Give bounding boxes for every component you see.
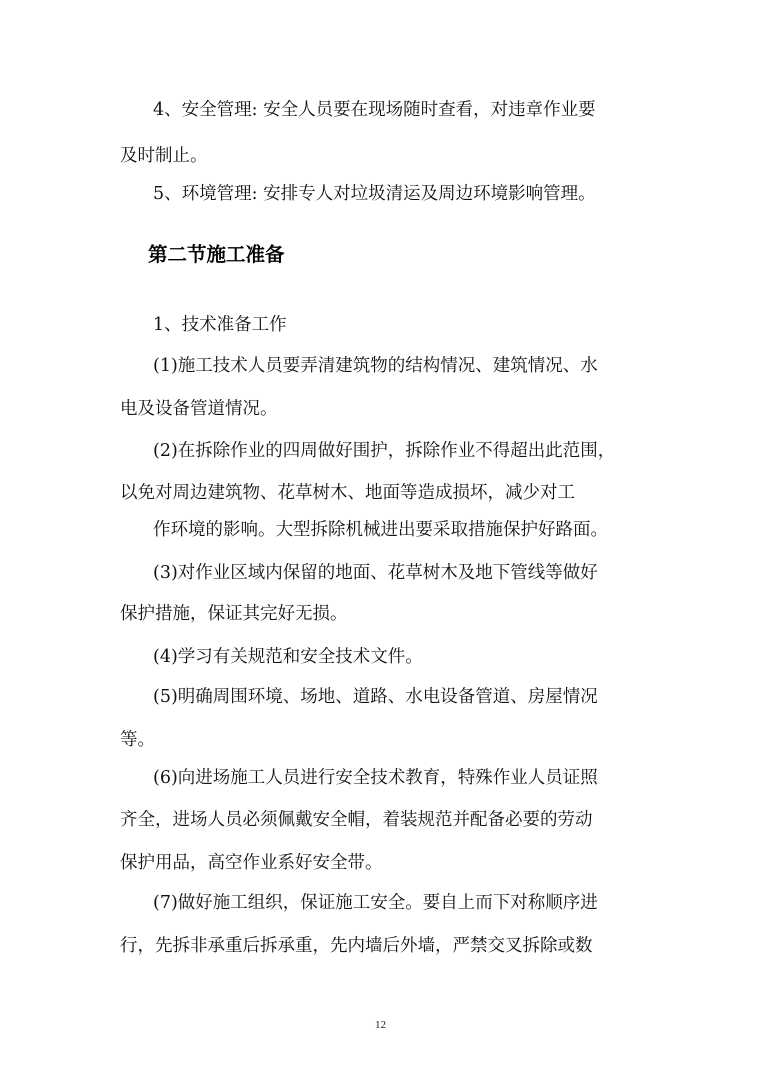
text-line: (1)施工技术人员要弄清建筑物的结构情况、建筑情况、水 <box>153 356 598 376</box>
text-line: (4)学习有关规范和安全技术文件。 <box>153 647 423 667</box>
text-line: (7)做好施工组织，保证施工安全。要自上而下对称顺序进 <box>153 893 598 913</box>
text-line: 齐全，进场人员必须佩戴安全帽，着装规范并配备必要的劳动 <box>120 810 593 830</box>
text-line: 4、安全管理: 安全人员要在现场随时查看，对违章作业要 <box>153 100 596 120</box>
text-line: 作环境的影响。大型拆除机械进出要采取措施保护好路面。 <box>153 520 608 540</box>
text-line: 以免对周边建筑物、花草树木、地面等造成损坏，减少对工 <box>120 483 575 503</box>
text-line: (3)对作业区域内保留的地面、花草树木及地下管线等做好 <box>153 563 598 583</box>
text-line: 5、环境管理: 安排专人对垃圾清运及周边环境影响管理。 <box>153 184 596 204</box>
text-line: 保护用品，高空作业系好安全带。 <box>120 853 383 873</box>
text-line: (2)在拆除作业的四周做好围护，拆除作业不得超出此范围， <box>153 441 616 461</box>
text-line: (5)明确周围环境、场地、道路、水电设备管道、房屋情况 <box>153 687 598 707</box>
text-line: 电及设备管道情况。 <box>120 399 278 419</box>
text-line: 行，先拆非承重后拆承重，先内墙后外墙，严禁交叉拆除或数 <box>120 936 593 956</box>
section-heading: 第二节施工准备 <box>148 243 285 266</box>
text-line: 1、技术准备工作 <box>153 315 287 335</box>
text-line: 保护措施，保证其完好无损。 <box>120 604 348 624</box>
text-line: 等。 <box>120 730 155 750</box>
page-number: 12 <box>375 1019 386 1031</box>
text-line: (6)向进场施工人员进行安全技术教育，特殊作业人员证照 <box>153 768 598 788</box>
text-line: 及时制止。 <box>120 146 208 166</box>
